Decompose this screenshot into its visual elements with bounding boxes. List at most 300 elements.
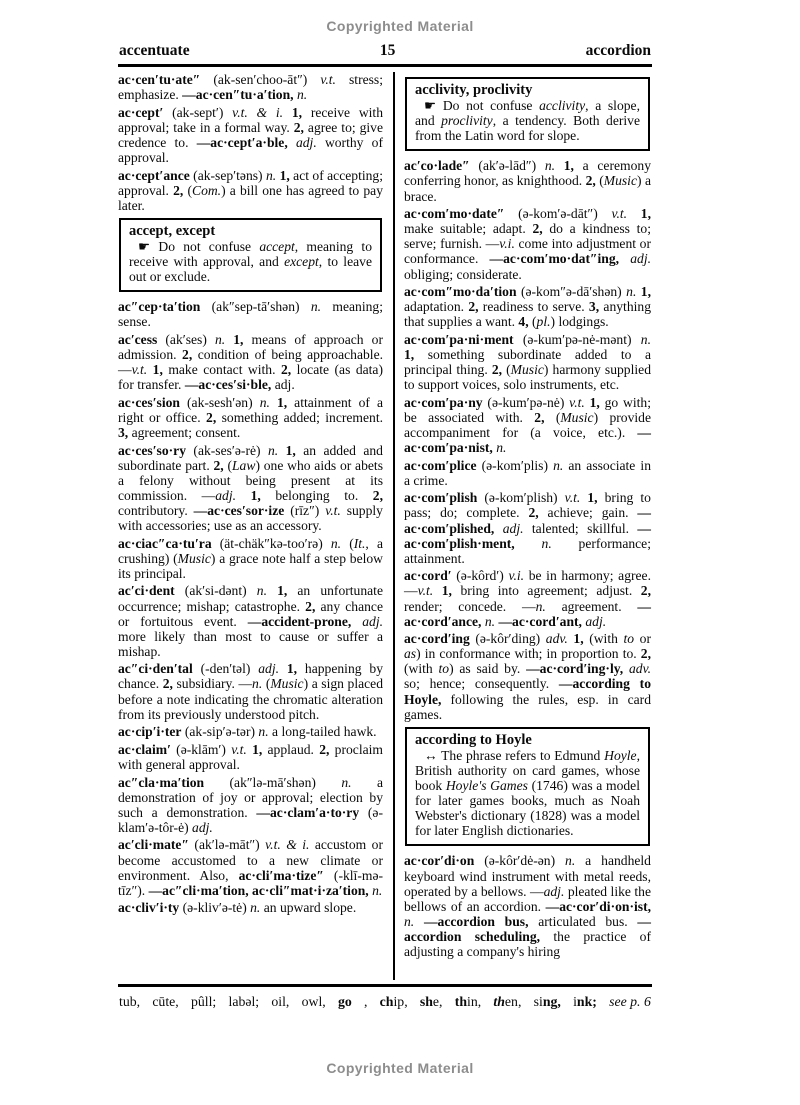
text-segment: ac·com′pa·ni·ment	[404, 331, 514, 347]
text-segment: ac·com′plice	[404, 457, 477, 473]
text-segment: —ac·com′pa·nist,	[404, 424, 651, 456]
pronunciation-key-item	[364, 994, 367, 1010]
text-segment: n.	[404, 913, 415, 929]
text-segment: agree to; give credence to.	[118, 119, 384, 150]
text-segment: (ät-chäk″kə-too′rə)	[211, 535, 331, 551]
dictionary-entry	[404, 158, 651, 203]
text-segment: (ə-kom′plis)	[476, 457, 554, 473]
text-segment: stress; emphasize.	[118, 72, 383, 103]
text-segment: worthy of approval.	[118, 134, 383, 165]
text-segment: 1,	[250, 487, 261, 503]
two-column-text-block	[118, 72, 652, 980]
dictionary-entry	[404, 395, 651, 455]
page-number: 15	[379, 42, 396, 59]
text-segment: achieve; gain.	[538, 505, 638, 521]
text-segment: a demonstration of joy or approval; election by such a demonstration.	[118, 774, 383, 820]
text-segment: ac′co·lade″	[404, 158, 470, 174]
text-segment: receive with approval; take in a formal way.	[118, 104, 383, 135]
text-segment: (	[502, 362, 511, 378]
text-segment: ac·cept′ance	[118, 167, 190, 183]
text-segment: oil,	[271, 994, 290, 1009]
text-segment	[351, 614, 362, 629]
text-segment: n.	[296, 87, 308, 103]
text-segment: 2,	[468, 299, 479, 315]
text-segment: e,	[432, 994, 443, 1009]
text-segment: (1746) was a model for later games books, much as Noah Webster's dictionary (1828) was a model for later English dictionaries.	[415, 778, 640, 839]
text-segment: n.	[372, 882, 383, 898]
text-segment: i	[573, 994, 577, 1009]
usage-note-title: accept, except	[129, 222, 216, 239]
text-segment: v.i.	[508, 568, 525, 584]
text-segment: n.	[252, 676, 263, 692]
text-segment: so; hence; consequently.	[404, 676, 559, 692]
text-segment: the practice of adjusting a company's hiring	[404, 928, 652, 959]
text-segment: pûll;	[190, 994, 217, 1009]
text-segment: performance; attainment.	[404, 535, 651, 566]
text-segment: adj.	[258, 661, 280, 677]
text-segment: —according to Hoyle,	[404, 676, 651, 707]
text-segment: ac″ci·den′tal	[118, 661, 193, 677]
text-segment: any chance or fortuitous event.	[118, 598, 383, 629]
dictionary-entry	[118, 900, 383, 915]
text-segment: (ak-sept′)	[163, 104, 233, 120]
text-segment: ac′ci·dent	[118, 583, 175, 599]
usage-note-body	[415, 98, 640, 143]
text-segment: 1,	[277, 583, 288, 599]
text-segment: —ac·cord′ing·ly,	[526, 661, 624, 677]
text-segment: (ə-kum′pə-nė)	[482, 394, 570, 410]
text-segment: n.	[341, 774, 352, 790]
text-segment: —ac·com′plished,	[404, 505, 651, 536]
usage-note-title: acclivity, proclivity	[415, 82, 533, 98]
text-segment: readiness to serve.	[478, 299, 589, 315]
text-segment: (rīz″)	[284, 502, 326, 518]
text-segment: 1,	[252, 741, 263, 757]
text-segment: adaptation.	[404, 299, 469, 315]
text-segment: (ak′ə-lād″)	[469, 158, 545, 174]
text-segment: belonging to.	[260, 487, 373, 503]
text-segment: sh	[419, 994, 433, 1009]
text-segment: v.t.	[611, 206, 628, 222]
text-segment: ac′cli·mate″	[118, 837, 189, 853]
text-segment: adj.	[192, 819, 213, 835]
text-segment: 2,	[532, 221, 543, 237]
text-segment: 2,	[528, 505, 539, 521]
text-segment: ac·cord′	[404, 568, 452, 584]
text-segment: ac′cess	[118, 331, 158, 347]
text-segment: —accordion scheduling,	[404, 913, 651, 944]
text-segment: ac·com′mo·date″	[404, 206, 505, 222]
dictionary-entry	[404, 206, 651, 281]
text-segment: meaning; sense.	[118, 299, 383, 330]
text-segment: a long-tailed hawk.	[268, 724, 377, 740]
text-segment: talented; skillful.	[523, 520, 638, 536]
text-segment: ac·ces′so·ry	[118, 442, 186, 458]
text-segment: ac·cli′ma·tize″	[238, 867, 324, 883]
text-segment: 3,	[118, 424, 129, 440]
column-right	[403, 72, 651, 980]
text-segment: except	[284, 254, 319, 270]
text-segment: condition of being approachable. —	[118, 347, 383, 378]
copyright-notice-top: Copyrighted Material	[326, 18, 474, 34]
text-segment: (ak-sesh′ən)	[179, 394, 260, 410]
text-segment: n.	[250, 900, 261, 916]
dictionary-entry	[118, 536, 383, 581]
column-left	[118, 72, 384, 980]
text-segment: n.	[544, 158, 556, 174]
text-segment: 1,	[291, 104, 303, 120]
text-segment: adj.	[271, 377, 295, 393]
text-segment: (ak-sen′choo-āt″)	[200, 72, 321, 87]
text-segment: (ə-kom′plish)	[477, 490, 565, 506]
pronunciation-key-item	[152, 994, 178, 1010]
copyright-notice-bottom: Copyrighted Material	[326, 1060, 474, 1076]
text-segment: ,	[363, 994, 368, 1009]
text-segment: come into adjustment or conformance.	[404, 236, 651, 267]
dictionary-entry	[118, 837, 383, 897]
text-segment: —ac·cor′di·on·ist,	[545, 898, 651, 914]
text-segment: 1,	[441, 583, 452, 599]
text-segment: Hoyle	[604, 747, 637, 763]
text-segment: si	[533, 994, 543, 1009]
pronunciation-key-item	[420, 994, 443, 1010]
text-segment: cūte,	[152, 994, 179, 1009]
text-segment: n.	[258, 724, 269, 740]
pronunciation-key-item	[119, 994, 140, 1010]
text-segment: —accident-prone,	[247, 613, 352, 629]
text-segment: nk;	[576, 994, 597, 1009]
text-segment: v.t.	[569, 394, 585, 410]
text-segment: agreement.	[545, 598, 638, 614]
text-segment: 2,	[491, 362, 503, 378]
text-segment: tub,	[119, 994, 141, 1009]
text-segment: ac·cliv′i·ty	[118, 900, 180, 916]
text-segment	[270, 395, 277, 410]
text-segment: make suitable; adapt.	[404, 221, 533, 237]
text-segment: n.	[565, 853, 576, 869]
text-segment: Music	[603, 173, 637, 189]
text-segment: Com.	[192, 182, 222, 198]
dictionary-entry	[404, 853, 651, 959]
text-segment: n.	[484, 613, 496, 629]
dictionary-entry	[118, 724, 383, 739]
text-segment: means of approach or admission.	[118, 331, 383, 362]
text-segment	[236, 488, 251, 503]
pronunciation-key-item	[228, 994, 259, 1010]
text-segment: adj.	[362, 613, 383, 629]
text-segment: , British authority on card games, whose book	[415, 747, 640, 794]
pronunciation-key-item	[338, 994, 352, 1010]
text-segment: ac·cen′tu·ate″	[118, 72, 201, 87]
text-segment: happening by chance.	[118, 661, 383, 692]
text-segment: —ac·ces′si·ble,	[184, 377, 272, 393]
dictionary-page	[118, 40, 652, 1010]
text-segment: 2,	[213, 457, 224, 473]
text-segment: ☛ Do not confuse	[138, 238, 260, 254]
text-segment: Music	[510, 362, 544, 378]
text-segment: ) provide accompaniment for (a voice, etc.).	[404, 409, 651, 440]
dictionary-entry	[118, 395, 383, 440]
text-segment: (ak′ses)	[157, 331, 215, 347]
text-segment: n.	[553, 457, 564, 473]
text-segment	[555, 158, 564, 173]
text-segment: , a tendency. Both derive from the Latin word for slope.	[415, 113, 640, 144]
text-segment: adj.	[585, 613, 607, 629]
text-segment: ) a sign placed before a note indicating the chromatic alteration from its previously understood pitch.	[118, 676, 383, 722]
text-segment: v.t.	[231, 741, 247, 757]
text-segment: v.t. & i.	[232, 104, 284, 120]
dictionary-entry	[118, 332, 383, 392]
text-segment: ac·com″mo·da′tion	[404, 284, 517, 300]
pronunciation-key-item	[534, 994, 561, 1010]
text-segment: 2,	[293, 119, 304, 135]
dictionary-entry	[118, 775, 383, 835]
text-segment: n.	[310, 299, 322, 315]
text-segment: to	[438, 661, 450, 677]
text-segment: (	[595, 173, 604, 189]
text-segment: 2,	[640, 583, 651, 599]
dictionary-entry	[118, 583, 383, 658]
text-segment: (ə-kôrd′)	[451, 568, 509, 584]
text-segment: bring into agreement; adjust.	[451, 583, 641, 599]
text-segment: ) a brace.	[404, 173, 651, 204]
text-segment: obliging; considerate.	[404, 266, 522, 282]
text-segment: 1,	[276, 394, 288, 410]
text-segment: render; concede. —	[404, 598, 536, 614]
text-segment: 2,	[319, 741, 330, 757]
column-divider-rule	[393, 72, 395, 980]
text-segment: adj.	[543, 883, 565, 899]
text-segment: more likely than most to cause or suffer a mishap.	[118, 628, 383, 659]
text-segment: or	[634, 631, 651, 647]
text-segment: adj.	[630, 251, 651, 267]
text-segment: 1,	[640, 284, 651, 300]
text-segment: , to leave out or exclude.	[129, 254, 372, 285]
text-segment: Music	[560, 409, 594, 425]
text-segment: 2,	[173, 182, 184, 198]
text-segment: n.	[626, 284, 637, 300]
text-segment: ac·cip′i·ter	[118, 724, 182, 740]
pronunciation-key-item	[609, 994, 651, 1010]
text-segment: (-den′təl)	[192, 661, 259, 677]
text-segment: be in harmony; agree. —	[404, 568, 651, 599]
text-segment: 2,	[305, 598, 316, 614]
dictionary-entry	[118, 742, 383, 772]
text-segment: (ə-kum′pə-nė-mənt)	[513, 331, 641, 347]
text-segment: (ə-kôr′ding)	[469, 631, 546, 647]
text-segment: go with; be associated with.	[404, 394, 651, 425]
text-segment: n.	[496, 440, 507, 456]
text-segment: (ə-klām′)	[170, 741, 232, 757]
text-segment: ) a bill one has agreed to pay later.	[118, 182, 383, 213]
text-segment: —ac·ces′sor·ize	[193, 502, 285, 518]
text-segment: n.	[267, 442, 279, 458]
text-segment: n.	[330, 535, 342, 551]
text-segment: —ac·com′mo·dat″ing,	[489, 251, 620, 267]
text-segment: as	[404, 646, 417, 662]
text-segment: 1,	[286, 661, 298, 677]
text-segment: (ə-kom″ə-dā′shən)	[516, 284, 627, 300]
text-segment	[619, 251, 630, 266]
text-segment: a handheld keyboard wind instrument with metal reeds, operated by a bellows. —	[404, 853, 651, 899]
text-segment: n.	[214, 331, 226, 347]
text-segment: ip,	[393, 994, 408, 1009]
text-segment	[414, 914, 424, 929]
text-segment: Music	[177, 550, 211, 566]
pronunciation-key-item	[271, 994, 289, 1010]
usage-note-title: according to Hoyle	[415, 731, 532, 748]
text-segment: (	[341, 535, 354, 551]
text-segment: —ac·cept′a·ble,	[196, 134, 288, 150]
text-segment: ng,	[542, 994, 561, 1009]
text-segment: an added and subordinate part.	[118, 442, 383, 473]
text-segment: Law	[232, 457, 256, 473]
text-segment: adj.	[295, 134, 317, 150]
usage-note-box	[405, 77, 650, 151]
text-segment: 4,	[518, 314, 529, 330]
text-segment: 1,	[285, 442, 296, 458]
pronunciation-key-item	[302, 994, 326, 1010]
text-segment: go	[337, 994, 352, 1009]
text-segment: Music	[270, 676, 304, 692]
text-segment: v.t.	[325, 502, 341, 518]
text-segment: to	[623, 631, 635, 647]
text-segment: —ac·cord′ant,	[498, 613, 582, 629]
text-segment: something subordinate added to a principal thing.	[404, 347, 651, 378]
text-segment: ac·claim′	[118, 741, 171, 757]
text-segment: (ə-kliv′ə-tė)	[179, 900, 251, 916]
text-segment: ac·ciac″ca·tu′ra	[118, 535, 212, 551]
text-segment: an associate in a crime.	[404, 457, 651, 488]
text-segment: 1,	[152, 362, 163, 378]
text-segment: adj.	[215, 487, 237, 503]
text-segment: v.t.	[417, 583, 434, 599]
text-segment: accustom or become accustomed to a new climate or environment. Also,	[118, 837, 383, 883]
text-segment: ac″cep·ta′tion	[118, 299, 201, 315]
dictionary-entry	[118, 443, 383, 534]
text-segment: n.	[259, 394, 270, 410]
text-segment: en,	[504, 994, 522, 1009]
text-segment: ac·com′plish	[404, 490, 478, 506]
text-segment	[627, 206, 641, 221]
dictionary-entry	[404, 631, 651, 722]
text-segment: (with	[583, 631, 624, 647]
text-segment: an upward slope.	[260, 900, 357, 916]
text-segment: do a kindness to; serve; furnish. —	[404, 221, 651, 252]
text-segment: ↔ The phrase refers to Edmund	[424, 747, 605, 763]
text-segment: 2,	[534, 409, 545, 425]
pronunciation-key-item	[573, 994, 597, 1010]
text-segment: (	[544, 409, 561, 425]
pronunciation-key-item	[380, 994, 408, 1010]
text-segment: proclivity	[441, 113, 493, 129]
text-segment: n.	[535, 598, 546, 614]
text-segment: (ak-sip′ə-tər)	[181, 724, 259, 740]
text-segment: 2,	[372, 487, 383, 503]
text-segment: ) harmony supplied to support voices, solo instruments, etc.	[404, 362, 651, 393]
text-segment: see p. 6	[609, 994, 651, 1009]
text-segment: 1,	[587, 490, 598, 506]
text-segment: (ak″sep-tā′shən)	[200, 299, 311, 315]
text-segment: accept	[259, 238, 295, 254]
text-segment: n.	[541, 535, 552, 551]
text-segment: —ac·clam′a·to·ry	[256, 804, 360, 820]
text-segment: Hoyle's Games	[445, 778, 528, 794]
text-segment: n.	[265, 167, 277, 183]
text-segment: ac·cept′	[118, 104, 164, 120]
text-segment: v.i.	[499, 236, 515, 252]
text-segment	[494, 521, 502, 536]
text-segment: acclivity	[539, 98, 586, 114]
text-segment: contributory.	[118, 502, 194, 518]
text-segment: anything that supplies a want.	[404, 299, 651, 330]
usage-note-box	[119, 218, 382, 292]
text-segment: subsidiary. —	[172, 676, 253, 692]
text-segment: —ac″cli·ma′tion, ac·cli″mat·i·za′tion,	[148, 882, 373, 898]
text-segment: applaud.	[262, 741, 320, 757]
text-segment: 2,	[585, 173, 596, 189]
text-segment: 1,	[589, 394, 600, 410]
text-segment: (ə-klam′ə-tôr-ė)	[118, 804, 383, 835]
text-segment: adv.	[628, 661, 652, 677]
usage-note-body	[415, 748, 640, 839]
text-segment: (ak-ses′ə-rė)	[186, 442, 268, 458]
text-segment: ☛ Do not confuse	[424, 98, 540, 114]
text-segment: 2,	[640, 646, 651, 662]
guide-word-right: accordion	[585, 42, 651, 59]
text-segment: (ak′lə-māt″)	[188, 837, 266, 853]
text-segment	[515, 536, 542, 551]
text-segment: supply with accessories; use as an accessory.	[118, 502, 383, 534]
text-segment: 2,	[182, 347, 193, 362]
usage-note-box	[405, 727, 650, 847]
text-segment: 2,	[206, 409, 217, 425]
text-segment: , meaning to receive with approval, and	[129, 238, 373, 270]
text-segment: labəl;	[228, 994, 260, 1009]
text-segment: adj.	[502, 520, 524, 536]
dictionary-entry	[404, 458, 651, 488]
usage-note-body	[129, 239, 372, 284]
text-segment: ) in conformance with; in proportion to.	[416, 646, 641, 662]
text-segment: ac·com′pa·ny	[404, 394, 483, 410]
dictionary-entry	[118, 661, 383, 721]
text-segment	[279, 661, 287, 676]
text-segment: pl.	[536, 314, 551, 330]
text-segment: v.t. & i.	[265, 837, 310, 853]
dictionary-entry	[118, 299, 383, 329]
text-segment: something added; increment.	[216, 409, 383, 425]
pronunciation-key	[118, 987, 652, 1010]
text-segment: ac·cord′ing	[404, 631, 470, 647]
guide-word-left: accentuate	[119, 42, 190, 59]
running-head	[118, 40, 652, 67]
text-segment: 1,	[279, 167, 290, 183]
text-segment: bring to pass; do; complete.	[404, 490, 651, 521]
text-segment: v.t.	[131, 362, 148, 378]
text-segment: make contact with.	[162, 362, 281, 378]
text-segment: (ak-sep′təns)	[189, 167, 266, 183]
text-segment: n.	[256, 583, 267, 599]
text-segment: 2,	[280, 362, 292, 378]
text-segment	[278, 443, 285, 458]
text-segment: n.	[640, 331, 651, 347]
text-segment: locate (as data) for transfer.	[118, 362, 383, 393]
text-segment: act of accepting; approval.	[118, 167, 383, 198]
text-segment: , a slope, and	[415, 98, 640, 129]
text-segment: ac″cla·ma′tion	[118, 774, 205, 790]
text-segment: ac·ces′sion	[118, 394, 180, 410]
text-segment: , a crushing) (	[118, 535, 383, 566]
